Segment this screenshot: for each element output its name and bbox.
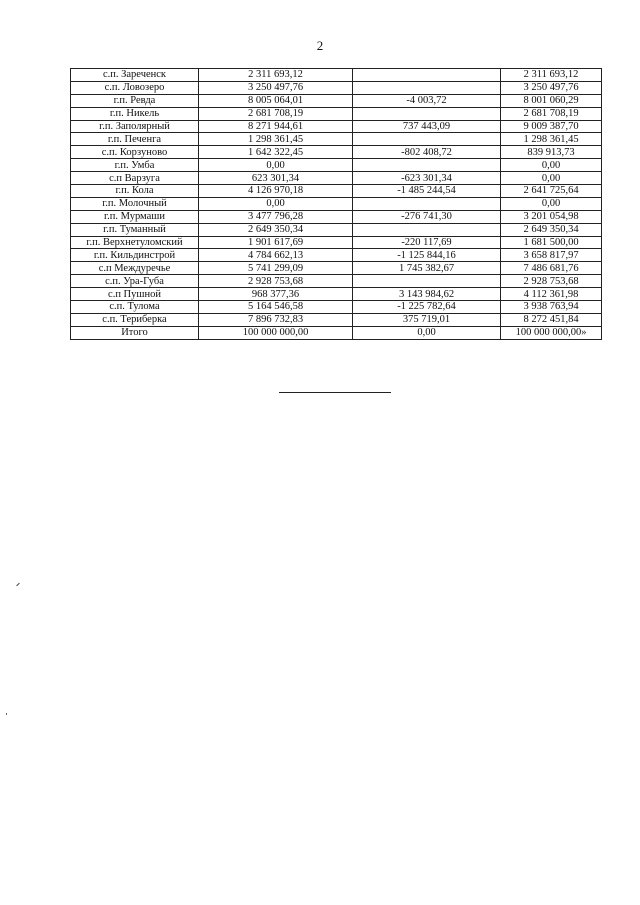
scan-artifact-mark [16, 583, 20, 587]
allocation-table [70, 68, 602, 340]
amount-cell: 4 784 662,13 [199, 249, 353, 262]
table-body [71, 69, 602, 340]
table-row [71, 313, 602, 326]
table-row [71, 146, 602, 159]
municipality-cell: г.п. Никель [71, 107, 199, 120]
amount-cell: 0,00 [199, 197, 353, 210]
total-amount-cell: 100 000 000,00 [199, 326, 353, 339]
municipality-cell: с.п Междуречье [71, 262, 199, 275]
result-cell: 2 311 693,12 [501, 69, 602, 82]
change-cell [353, 107, 501, 120]
page-number: 2 [316, 38, 324, 53]
municipality-cell: г.п. Кола [71, 185, 199, 198]
amount-cell: 5 741 299,09 [199, 262, 353, 275]
municipality-cell: с.п. Корзуново [71, 146, 199, 159]
municipality-cell: с.п Варзуга [71, 172, 199, 185]
change-cell: -1 125 844,16 [353, 249, 501, 262]
change-cell: -220 117,69 [353, 236, 501, 249]
total-municipality-cell: Итого [71, 326, 199, 339]
table-row [71, 210, 602, 223]
result-cell: 2 649 350,34 [501, 223, 602, 236]
result-cell: 3 658 817,97 [501, 249, 602, 262]
municipality-cell: с.п. Зареченск [71, 69, 199, 82]
result-cell: 1 298 361,45 [501, 133, 602, 146]
result-cell: 3 250 497,76 [501, 81, 602, 94]
amount-cell: 8 005 064,01 [199, 94, 353, 107]
municipality-cell: г.п. Ревда [71, 94, 199, 107]
municipality-cell: с.п. Ура-Губа [71, 275, 199, 288]
result-cell: 3 938 763,94 [501, 301, 602, 314]
change-cell: -276 741,30 [353, 210, 501, 223]
amount-cell: 4 126 970,18 [199, 185, 353, 198]
municipality-cell: г.п. Туманный [71, 223, 199, 236]
municipality-cell: г.п. Умба [71, 159, 199, 172]
amount-cell: 8 271 944,61 [199, 120, 353, 133]
change-cell [353, 159, 501, 172]
result-cell: 8 272 451,84 [501, 313, 602, 326]
municipality-cell: г.п. Печенга [71, 133, 199, 146]
table-row [71, 275, 602, 288]
change-cell: 3 143 984,62 [353, 288, 501, 301]
change-cell [353, 81, 501, 94]
amount-cell: 1 901 617,69 [199, 236, 353, 249]
change-cell [353, 275, 501, 288]
table-row [71, 185, 602, 198]
amount-cell: 1 298 361,45 [199, 133, 353, 146]
amount-cell: 2 928 753,68 [199, 275, 353, 288]
table-row [71, 223, 602, 236]
change-cell: 737 443,09 [353, 120, 501, 133]
municipality-cell: г.п. Молочный [71, 197, 199, 210]
result-cell: 0,00 [501, 159, 602, 172]
change-cell: -1 485 244,54 [353, 185, 501, 198]
table-row [71, 288, 602, 301]
result-cell: 1 681 500,00 [501, 236, 602, 249]
table-row [71, 262, 602, 275]
result-cell: 2 928 753,68 [501, 275, 602, 288]
change-cell [353, 69, 501, 82]
municipality-cell: г.п. Кильдинстрой [71, 249, 199, 262]
table-row [71, 197, 602, 210]
result-cell: 839 913,73 [501, 146, 602, 159]
result-cell: 0,00 [501, 197, 602, 210]
table-row [71, 81, 602, 94]
result-cell: 9 009 387,70 [501, 120, 602, 133]
change-cell: -1 225 782,64 [353, 301, 501, 314]
municipality-cell: с.п. Тулома [71, 301, 199, 314]
table-row [71, 107, 602, 120]
amount-cell: 968 377,36 [199, 288, 353, 301]
total-change-cell: 0,00 [353, 326, 501, 339]
change-cell [353, 197, 501, 210]
amount-cell: 3 477 796,28 [199, 210, 353, 223]
amount-cell: 2 311 693,12 [199, 69, 353, 82]
scan-artifact-mark [6, 713, 7, 715]
municipality-cell: с.п. Ловозеро [71, 81, 199, 94]
table-row [71, 94, 602, 107]
result-cell: 0,00 [501, 172, 602, 185]
change-cell [353, 223, 501, 236]
result-cell: 8 001 060,29 [501, 94, 602, 107]
municipality-cell: г.п. Верхнетуломский [71, 236, 199, 249]
amount-cell: 0,00 [199, 159, 353, 172]
change-cell: -4 003,72 [353, 94, 501, 107]
table-row [71, 236, 602, 249]
change-cell [353, 133, 501, 146]
table-row [71, 172, 602, 185]
table-row [71, 133, 602, 146]
amount-cell: 2 681 708,19 [199, 107, 353, 120]
table-row [71, 120, 602, 133]
amount-cell: 2 649 350,34 [199, 223, 353, 236]
change-cell: 1 745 382,67 [353, 262, 501, 275]
result-cell: 2 641 725,64 [501, 185, 602, 198]
amount-cell: 1 642 322,45 [199, 146, 353, 159]
table-row [71, 301, 602, 314]
table-row [71, 159, 602, 172]
closing-divider-line [279, 392, 391, 393]
result-cell: 4 112 361,98 [501, 288, 602, 301]
result-cell: 3 201 054,98 [501, 210, 602, 223]
change-cell: 375 719,01 [353, 313, 501, 326]
amount-cell: 623 301,34 [199, 172, 353, 185]
change-cell: -623 301,34 [353, 172, 501, 185]
amount-cell: 3 250 497,76 [199, 81, 353, 94]
amount-cell: 7 896 732,83 [199, 313, 353, 326]
table-row [71, 69, 602, 82]
total-row [71, 326, 602, 339]
municipality-cell: с.п. Териберка [71, 313, 199, 326]
total-result-cell: 100 000 000,00» [501, 326, 602, 339]
change-cell: -802 408,72 [353, 146, 501, 159]
table-row [71, 249, 602, 262]
result-cell: 7 486 681,76 [501, 262, 602, 275]
amount-cell: 5 164 546,58 [199, 301, 353, 314]
result-cell: 2 681 708,19 [501, 107, 602, 120]
municipality-cell: г.п. Заполярный [71, 120, 199, 133]
municipality-cell: с.п Пушной [71, 288, 199, 301]
municipality-cell: г.п. Мурмаши [71, 210, 199, 223]
